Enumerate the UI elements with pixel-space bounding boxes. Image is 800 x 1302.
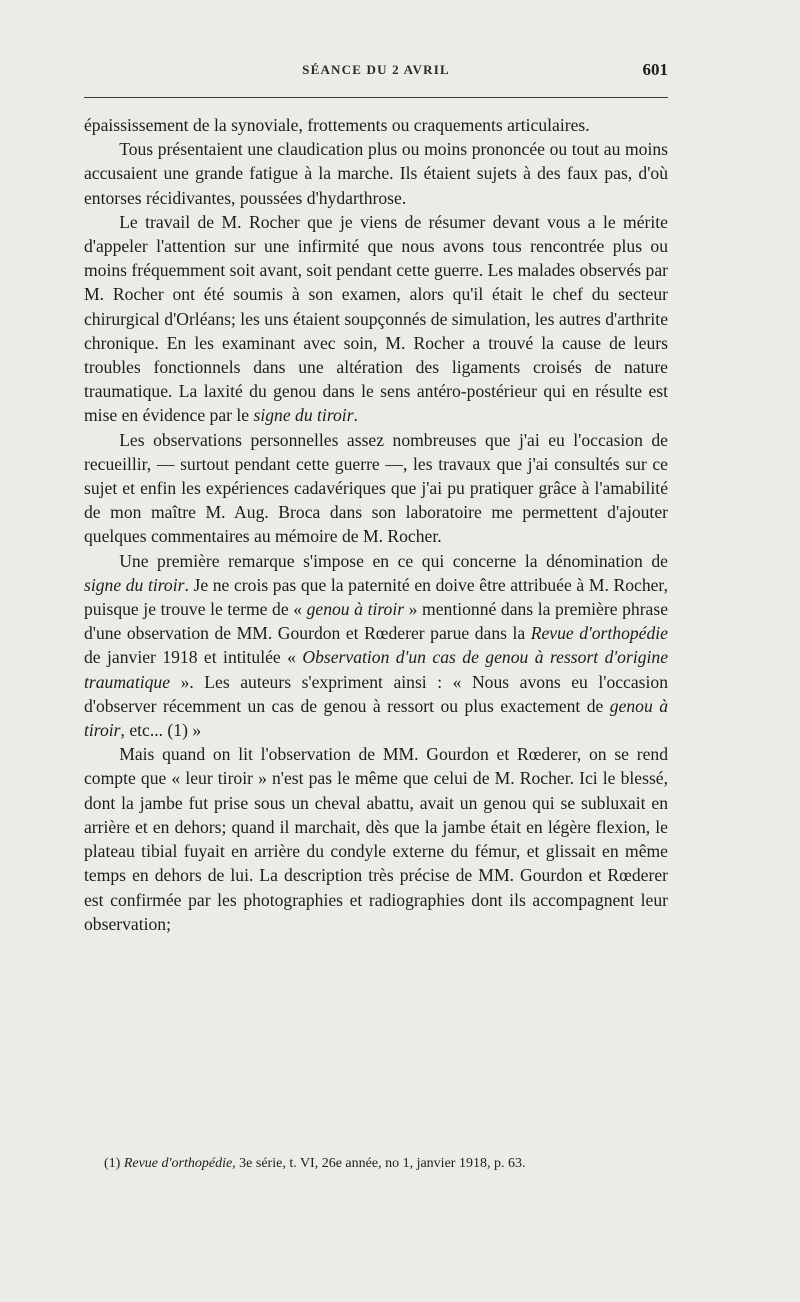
paragraph-5-part-k: , etc... (1) » bbox=[120, 720, 202, 741]
signe-du-tiroir-term: signe du tiroir bbox=[253, 405, 354, 426]
page-header bbox=[84, 62, 668, 84]
paragraph-3-end: . bbox=[353, 405, 358, 426]
paragraph-4: Les observations personnelles assez nombreuses que j'ai eu l'occasion de recueillir, — surtout pendant cette guerre —, les travaux que j'ai consultés sur ce sujet et enfin les expériences cadavériques que j'ai pu pratiquer grâce à l'amabilité de mon maître M. Aug. Broca dans son laboratoire me permettent d'ajouter quelques commentaires au mémoire de M. Rocher. bbox=[84, 429, 668, 547]
paragraph-5-part-a: Une première remarque s'impose en ce qui concerne la dénomination de bbox=[119, 550, 668, 571]
paragraph-5-part-i: ». Les auteurs s'expriment ainsi : « Nous avons eu l'occasion d'observer récemment un cas de genou à ressort ou plus exactement de bbox=[84, 671, 668, 716]
running-title: SÉANCE DU 2 AVRIL bbox=[302, 62, 450, 77]
paragraph-5-term-3: genou à tiroir bbox=[84, 695, 668, 741]
paragraph-5-part-c: . Je ne crois pas que la paternité en doive être attribuée à M. Rocher, puisque je trouve le terme de « bbox=[84, 574, 668, 620]
paragraph-3-text: Le travail de M. Rocher que je viens de résumer devant vous a le mérite d'appeler l'attention sur une infirmité que nous avons tous rencontrée plus ou moins fréquemment soit avant, soit pendant cette guerre. Les malades observés par M. Rocher ont été soumis à son examen, alors qu'il était le chef du secteur chirurgical d'Orléans; les uns étaient soupçonnés de simulation, les autres d'arthrite chronique. En les examinant avec soin, M. Rocher a trouvé la cause de leurs troubles fonctionnels dans une altération des ligaments croisés de nature traumatique. La laxité du genou dans le sens antéro-postérieur qui en résulte est mise en évidence par le bbox=[84, 211, 669, 426]
footnote-marker: (1) bbox=[104, 1156, 121, 1171]
paragraph-5-term-1: signe du tiroir bbox=[84, 574, 185, 595]
footnote-details: 3e série, t. VI, 26e année, no 1, janvier 1918, p. 63. bbox=[239, 1156, 526, 1171]
paragraph-5 bbox=[84, 549, 668, 743]
header-rule bbox=[84, 97, 668, 98]
page-number: 601 bbox=[642, 60, 668, 79]
paragraph-3 bbox=[84, 210, 668, 428]
footnote-journal: Revue d'orthopédie, bbox=[123, 1156, 236, 1171]
footnote bbox=[104, 1155, 674, 1173]
paragraph-5-term-2: genou à tiroir bbox=[306, 599, 405, 620]
paragraph-1: épaississement de la synoviale, frottements ou craquements articulaires. bbox=[84, 115, 590, 135]
journal-title: Revue d'orthopédie bbox=[530, 623, 668, 644]
paragraph-6: Mais quand on lit l'observation de MM. Gourdon et Rœderer, on se rend compte que « leur tiroir » n'est pas le même que celui de M. Rocher. Ici le blessé, dont la jambe fut prise sous un cheval abattu, avait un genou qui se subluxait en arrière et en dehors; quand il marchait, dès que la jambe était en légère flexion, le plateau tibial fuyait en arrière du condyle externe du fémur, et glissait en même temps en dehors de lui. La description très précise de MM. Gourdon et Rœderer est confirmée par les photographies et radiographies dont ils accompagnent leur observation; bbox=[84, 744, 668, 934]
paragraph-5-part-g: de janvier 1918 et intitulée « bbox=[84, 647, 296, 668]
paragraph-2: Tous présentaient une claudication plus ou moins prononcée ou tout au moins accusaient une grande fatigue à la marche. Ils étaient sujets à des faux pas, d'où entorses récidivantes, poussées d'hydarthrose. bbox=[84, 139, 668, 208]
paragraph-5-part-e: » mentionné dans la première phrase d'une observation de MM. Gourdon et Rœderer parue dans la bbox=[84, 599, 669, 644]
observation-title: Observation d'un cas de genou à ressort d'origine traumatique bbox=[84, 647, 669, 692]
body-text bbox=[84, 113, 668, 936]
